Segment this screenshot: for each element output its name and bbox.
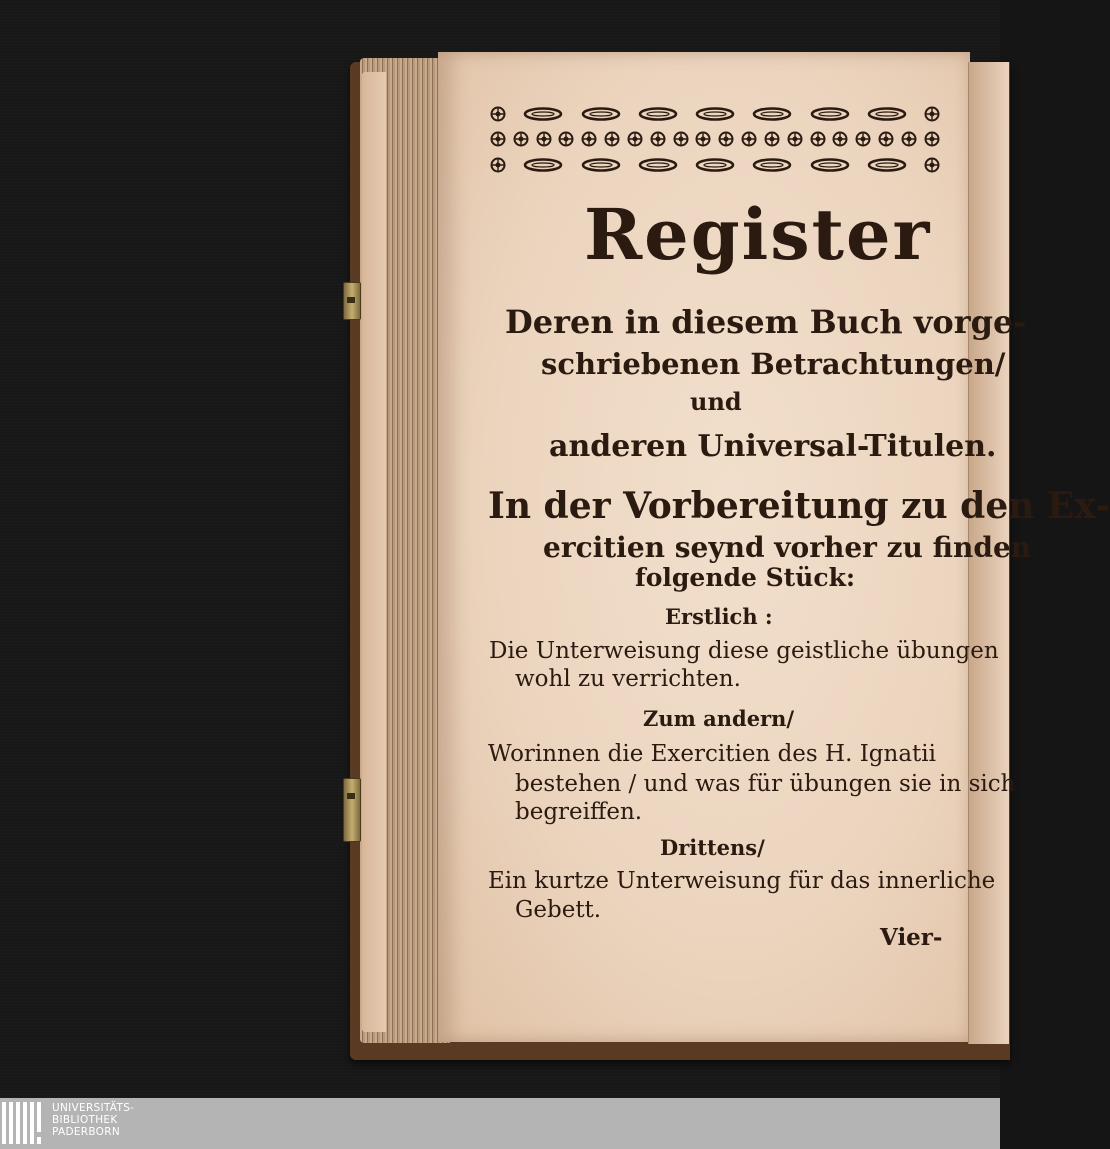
ornament-flower-icon (855, 131, 871, 147)
ornament-flower-icon (901, 131, 917, 147)
ornament-flower-icon (810, 131, 826, 147)
heading-line: und (690, 387, 742, 416)
clasp-bottom (343, 778, 361, 842)
ornament-flower-icon (490, 157, 506, 173)
section-line: Die Unterweisung diese geistliche übungen (489, 638, 999, 664)
ornament-flower-icon (650, 131, 666, 147)
section-line: bestehen / und was für übungen sie in sich (515, 771, 1016, 797)
ornament-flower-icon (718, 131, 734, 147)
ornament-flower-icon (490, 106, 506, 122)
logo-line: UNIVERSITÄTS- (52, 1102, 135, 1114)
ornament-oval-icon (695, 107, 735, 121)
ornament-flower-icon (581, 131, 597, 147)
ornament-flower-icon (627, 131, 643, 147)
ornament-flower-icon (558, 131, 574, 147)
ornament-flower-icon (536, 131, 552, 147)
section-label: Drittens/ (660, 835, 765, 860)
ornament-oval-icon (752, 107, 792, 121)
ornament-flower-icon (673, 131, 689, 147)
ornament-oval-icon (810, 107, 850, 121)
ornament-row-1 (490, 106, 940, 122)
heading-line: Deren in diesem Buch vorge- (505, 303, 1027, 341)
clasp-top (343, 282, 361, 320)
ornament-oval-icon (695, 158, 735, 172)
ornament-oval-icon (752, 158, 792, 172)
section-line: begreiffen. (515, 799, 643, 825)
footer-bar (0, 1098, 1000, 1149)
ornament-flower-icon (695, 131, 711, 147)
ornament-oval-icon (638, 107, 678, 121)
ornament-oval-icon (581, 107, 621, 121)
logo-line: PADERBORN (52, 1126, 120, 1138)
heading-line: anderen Universal-Titulen. (549, 429, 997, 464)
section-label: Zum andern/ (643, 706, 795, 731)
ornament-flower-icon (787, 131, 803, 147)
ornament-oval-icon (638, 158, 678, 172)
ornament-row-3 (490, 157, 940, 173)
section-line: wohl zu verrichten. (515, 666, 741, 692)
ornament-row-2 (490, 131, 940, 147)
ornament-flower-icon (764, 131, 780, 147)
ornament-oval-icon (867, 107, 907, 121)
ornament-flower-icon (490, 131, 506, 147)
ornament-flower-icon (878, 131, 894, 147)
section-label: Erstlich : (665, 604, 773, 629)
ornament-oval-icon (810, 158, 850, 172)
library-logo-text (52, 1102, 134, 1138)
heading-line: ercitien seynd vorher zu finden (543, 531, 1032, 564)
ornament-flower-icon (924, 157, 940, 173)
ornament-oval-icon (523, 158, 563, 172)
page-title: Register (584, 193, 932, 276)
ornament-flower-icon (832, 131, 848, 147)
ornament-flower-icon (924, 106, 940, 122)
flyleaf (362, 72, 386, 1032)
ornament-oval-icon (523, 107, 563, 121)
section-line: Worinnen die Exercitien des H. Ignatii (488, 741, 936, 767)
heading-line: folgende Stück: (635, 563, 856, 592)
library-logo-icon (2, 1102, 48, 1144)
ornament-oval-icon (867, 158, 907, 172)
heading-line: In der Vorbereitung zu den Ex- (488, 485, 1110, 527)
catchword: Vier- (880, 924, 943, 951)
ornament-flower-icon (741, 131, 757, 147)
ornament-flower-icon (604, 131, 620, 147)
ornament-oval-icon (581, 158, 621, 172)
ornament-flower-icon (513, 131, 529, 147)
section-line: Ein kurtze Unterweisung für das innerliche (488, 868, 996, 894)
logo-line: BIBLIOTHEK (52, 1114, 118, 1126)
section-line: Gebett. (515, 897, 602, 923)
heading-line: schriebenen Betrachtungen/ (541, 347, 1006, 381)
ornament-flower-icon (924, 131, 940, 147)
